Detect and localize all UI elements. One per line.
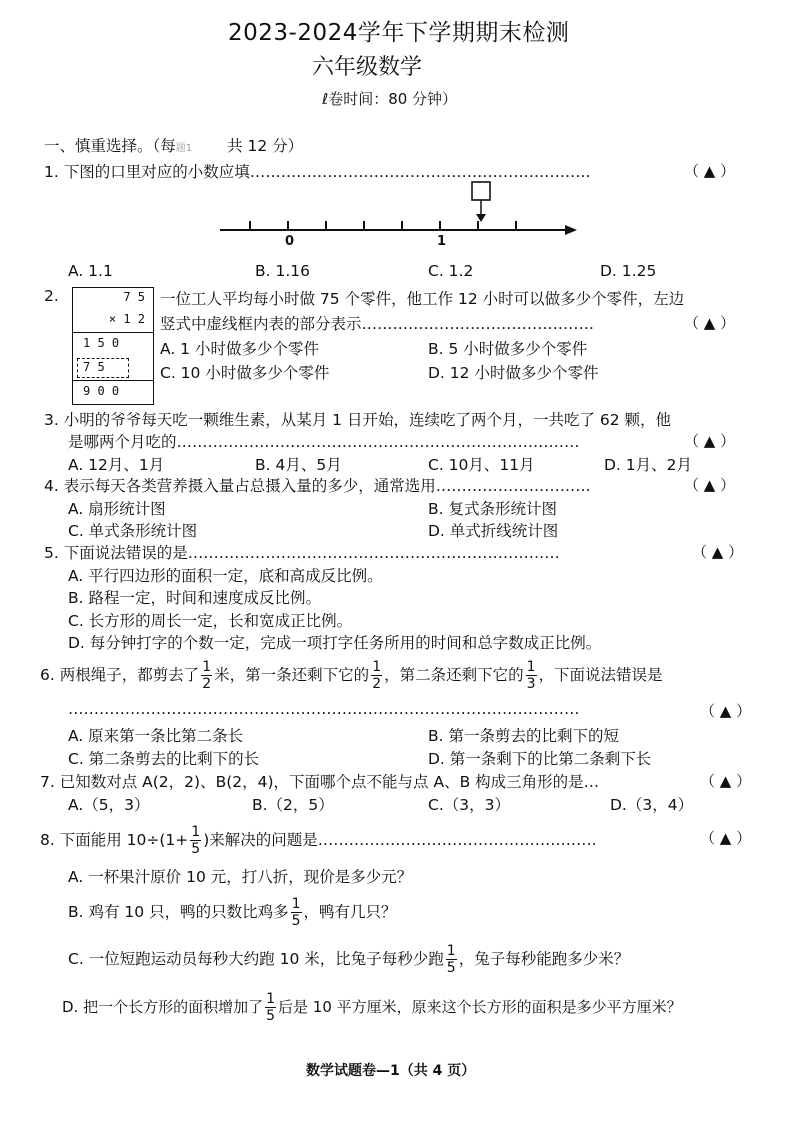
- question-4: 4. 表示每天各类营养摄入量占总摄入量的多少，通常选用…………………………: [44, 477, 591, 495]
- q7-option-a: A.（5，3）: [68, 796, 150, 814]
- q2-option-b: B. 5 小时做多少个零件: [428, 340, 588, 358]
- q5-option-d: D. 每分钟打字的个数一定，完成一项打字任务所用的时间和总字数成正比例。: [68, 634, 602, 652]
- q3-text-line1: 3. 小明的爷爷每天吃一颗维生素，从某月 1 日开始，连续吃了两个月，一共吃了 62 颗，他: [44, 411, 672, 429]
- q2-option-a: A. 1 小时做多少个零件: [160, 340, 319, 358]
- q4-option-b: B. 复式条形统计图: [428, 500, 557, 518]
- number-line-ticks: [250, 221, 516, 230]
- q6-text-line2: ………………………………………………………………………………………: [68, 700, 580, 718]
- q5-option-b: B. 路程一定，时间和速度成反比例。: [68, 589, 321, 607]
- q2-text-line1: 一位工人平均每小时做 75 个零件，他工作 12 小时可以做多少个零件，左边: [160, 290, 685, 308]
- q8-option-c: C. 一位短跑运动员每秒大约跑 10 米，比兔子每秒少跑 $\frac{1}{5}$ ，兔子每秒能跑多少米？: [68, 943, 630, 976]
- q8-option-d: D. 把一个长方形的面积增加了 $\frac{1}{5}$ 后是 10 平方厘米，原来这个长方形的面积是多少平方厘米？: [62, 991, 682, 1024]
- q7-option-b: B.（2，5）: [252, 796, 334, 814]
- q3-option-c: C. 10月、11月: [428, 456, 535, 474]
- q4-option-a: A. 扇形统计图: [68, 500, 166, 518]
- page-footer: 数学试题卷—1（共 4 页）: [306, 1063, 476, 1079]
- question-8: 8. 下面能用 10÷(1+ $\frac{1}{5}$ )来解决的问题是………………………………………………: [40, 824, 597, 857]
- time-note: ℓ卷时间：80 分钟）: [322, 90, 458, 108]
- number-line-arrow: [565, 225, 577, 235]
- question-6: 6. 两根绳子，都剪去了 $\frac{1}{2}$ 米，第一条还剩下它的 $\frac{1}{2}$ ，第二条还剩下它的 $\frac{1}{3}$ ，下面说法错误是: [40, 659, 663, 692]
- question-5: 5. 下面说法错误的是………………………………………………………………: [44, 544, 560, 562]
- q2-text-line2: 竖式中虚线框内表的部分表示………………………………………: [160, 315, 595, 333]
- mult-row-5: 9 0 0: [83, 384, 120, 398]
- answer-mark-8: （ ▲ ）: [700, 829, 752, 847]
- q1-option-c: C. 1.2: [428, 262, 474, 280]
- box-pointer-arrow: [476, 214, 486, 222]
- mult-row-3: 1 5 0: [83, 336, 120, 350]
- q2-option-d: D. 12 小时做多少个零件: [428, 364, 599, 382]
- q3-option-d: D. 1月、2月: [604, 456, 693, 474]
- q7-option-d: D.（3，4）: [610, 796, 694, 814]
- mult-rule-2: [73, 380, 153, 381]
- answer-mark-5: （ ▲ ）: [692, 543, 744, 561]
- q3-option-a: A. 12月、1月: [68, 456, 165, 474]
- q2-option-c: C. 10 小时做多少个零件: [160, 364, 330, 382]
- number-line: [215, 178, 580, 253]
- q3-option-b: B. 4月、5月: [255, 456, 342, 474]
- answer-box: [472, 182, 490, 200]
- q8-option-b: B. 鸡有 10 只，鸭的只数比鸡多 $\frac{1}{5}$ ，鸭有几只？: [68, 896, 397, 929]
- number-line-label-1: 1: [437, 234, 447, 249]
- fraction-1-2-b: $\frac{1}{2}$: [372, 659, 382, 692]
- fraction-1-2: $\frac{1}{2}$: [202, 659, 212, 692]
- q1-option-a: A. 1.1: [68, 262, 113, 280]
- question-7: 7. 已知数对点 A(2，2)、B(2，4)，下面哪个点不能与点 A、B 构成三角形的是…: [40, 773, 600, 791]
- answer-mark-3: （ ▲ ）: [684, 432, 736, 450]
- q8-option-a: A. 一杯果汁原价 10 元，打八折，现价是多少元？: [68, 868, 413, 886]
- mult-row-2: × 1 2: [108, 312, 145, 326]
- q2-number: 2.: [44, 287, 59, 305]
- q5-option-c: C. 长方形的周长一定，长和宽成正比例。: [68, 612, 353, 630]
- mult-row-1: 7 5: [123, 290, 145, 304]
- mult-row-4: 7 5: [83, 360, 105, 374]
- answer-mark-6: （ ▲ ）: [700, 702, 752, 720]
- q1-option-d: D. 1.25: [600, 262, 657, 280]
- answer-mark-7: （ ▲ ）: [700, 772, 752, 790]
- q6-option-a: A. 原来第一条比第二条长: [68, 727, 244, 745]
- q4-option-c: C. 单式条形统计图: [68, 522, 198, 540]
- q6-option-b: B. 第一条剪去的比剩下的短: [428, 727, 619, 745]
- question-1: 1. 下图的口里对应的小数应填…………………………………………………………: [44, 163, 591, 181]
- section-heading: 一、慎重选择。（每题1 共 12 分）: [44, 137, 304, 155]
- q4-option-d: D. 单式折线统计图: [428, 522, 559, 540]
- vertical-multiplication: [72, 287, 154, 405]
- q3-text-line2: 是哪两个月吃的……………………………………………………………………: [68, 433, 580, 451]
- number-line-label-0: 0: [285, 234, 295, 249]
- q1-option-b: B. 1.16: [255, 262, 310, 280]
- q7-option-c: C.（3，3）: [428, 796, 510, 814]
- mult-rule-1: [73, 332, 153, 333]
- q6-option-c: C. 第二条剪去的比剩下的长: [68, 750, 260, 768]
- answer-mark-2: （ ▲ ）: [684, 314, 736, 332]
- q6-option-d: D. 第一条剩下的比第二条剩下长: [428, 750, 652, 768]
- fraction-1-5: $\frac{1}{5}$: [191, 824, 201, 857]
- exam-subtitle: 六年级数学: [312, 55, 423, 80]
- answer-mark-4: （ ▲ ）: [684, 476, 736, 494]
- answer-mark-1: （ ▲ ）: [684, 162, 736, 180]
- q5-option-a: A. 平行四边形的面积一定，底和高成反比例。: [68, 567, 383, 585]
- fraction-1-3: $\frac{1}{3}$: [526, 659, 536, 692]
- exam-title: 2023-2024学年下学期期末检测: [228, 20, 570, 46]
